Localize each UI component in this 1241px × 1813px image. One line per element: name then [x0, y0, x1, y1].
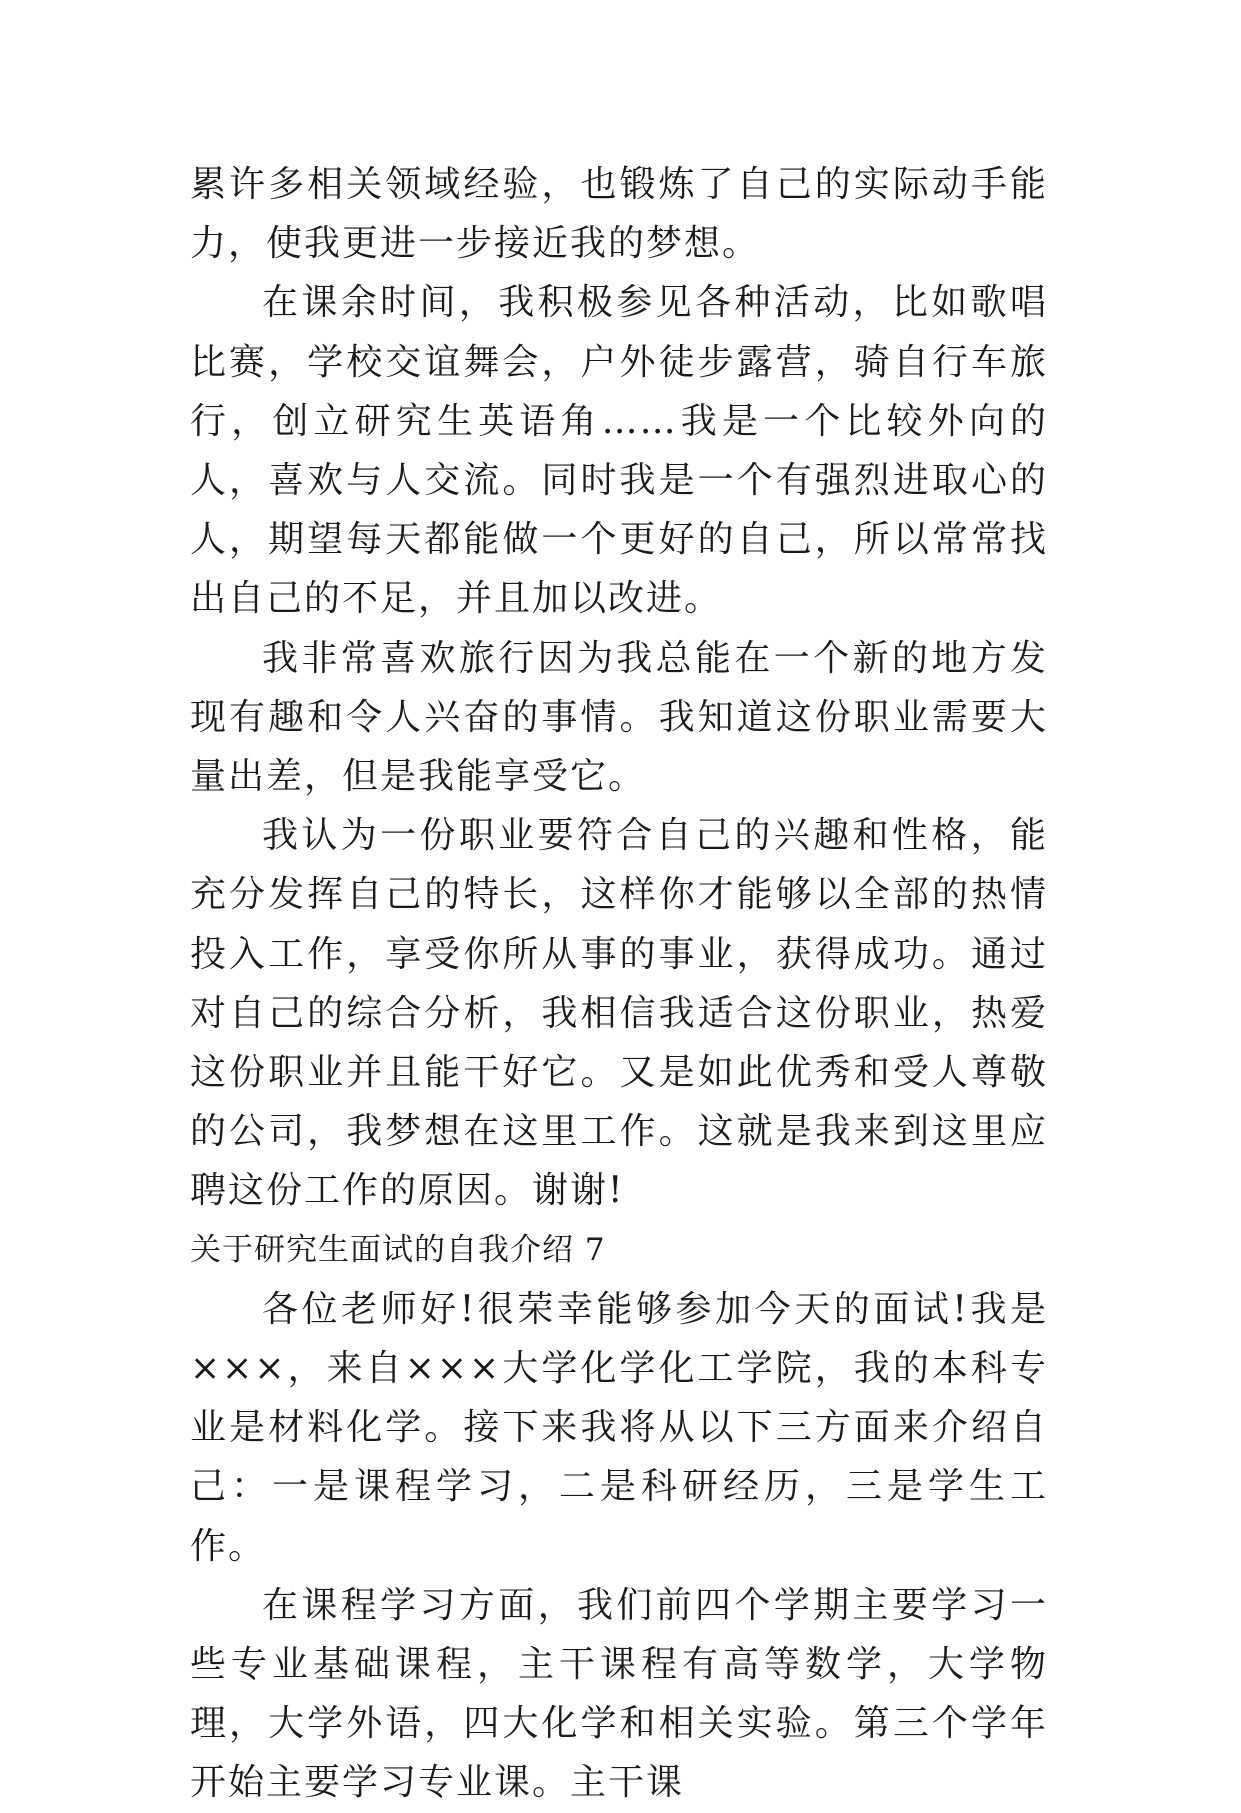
paragraph-continuation: 累许多相关领域经验，也锻炼了自己的实际动手能力，使我更进一步接近我的梦想。	[190, 164, 1048, 265]
paragraph-travel: 我非常喜欢旅行因为我总能在一个新的地方发现有趣和令人兴奋的事情。我知道这份职业需要大量出差，但是我能享受它。	[190, 637, 1048, 798]
document-body	[190, 155, 1048, 1813]
paragraph-coursework: 在课程学习方面，我们前四个学期主要学习一些专业基础课程，主干课程有高等数学，大学物理，大学外语，四大化学和相关实验。第三个学年开始主要学习专业课。主干课	[190, 1584, 1048, 1804]
paragraph-career-fit: 我认为一份职业要符合自己的兴趣和性格，能充分发挥自己的特长，这样你才能够以全部的热情投入工作，享受你所从事的事业，获得成功。通过对自己的综合分析，我相信我适合这份职业，热爱这份职业并且能干好它。又是如此优秀和受人尊敬的公司，我梦想在这里工作。这就是我来到这里应聘这份工作的原因。谢谢!	[190, 815, 1048, 1212]
paragraph-extracurricular: 在课余时间，我积极参见各种活动，比如歌唱比赛，学校交谊舞会，户外徒步露营，骑自行车旅行，创立研究生英语角……我是一个比较外向的人，喜欢与人交流。同时我是一个有强烈进取心的人，期望每天都能做一个更好的自己，所以常常找出自己的不足，并且加以改进。	[190, 282, 1048, 620]
section-heading: 关于研究生面试的自我介绍 7	[190, 1231, 606, 1268]
paragraph-greeting: 各位老师好!很荣幸能够参加今天的面试!我是×××，来自×××大学化学化工学院，我的本科专业是材料化学。接下来我将从以下三方面来介绍自己：一是课程学习，二是科研经历，三是学生工作。	[190, 1288, 1048, 1567]
